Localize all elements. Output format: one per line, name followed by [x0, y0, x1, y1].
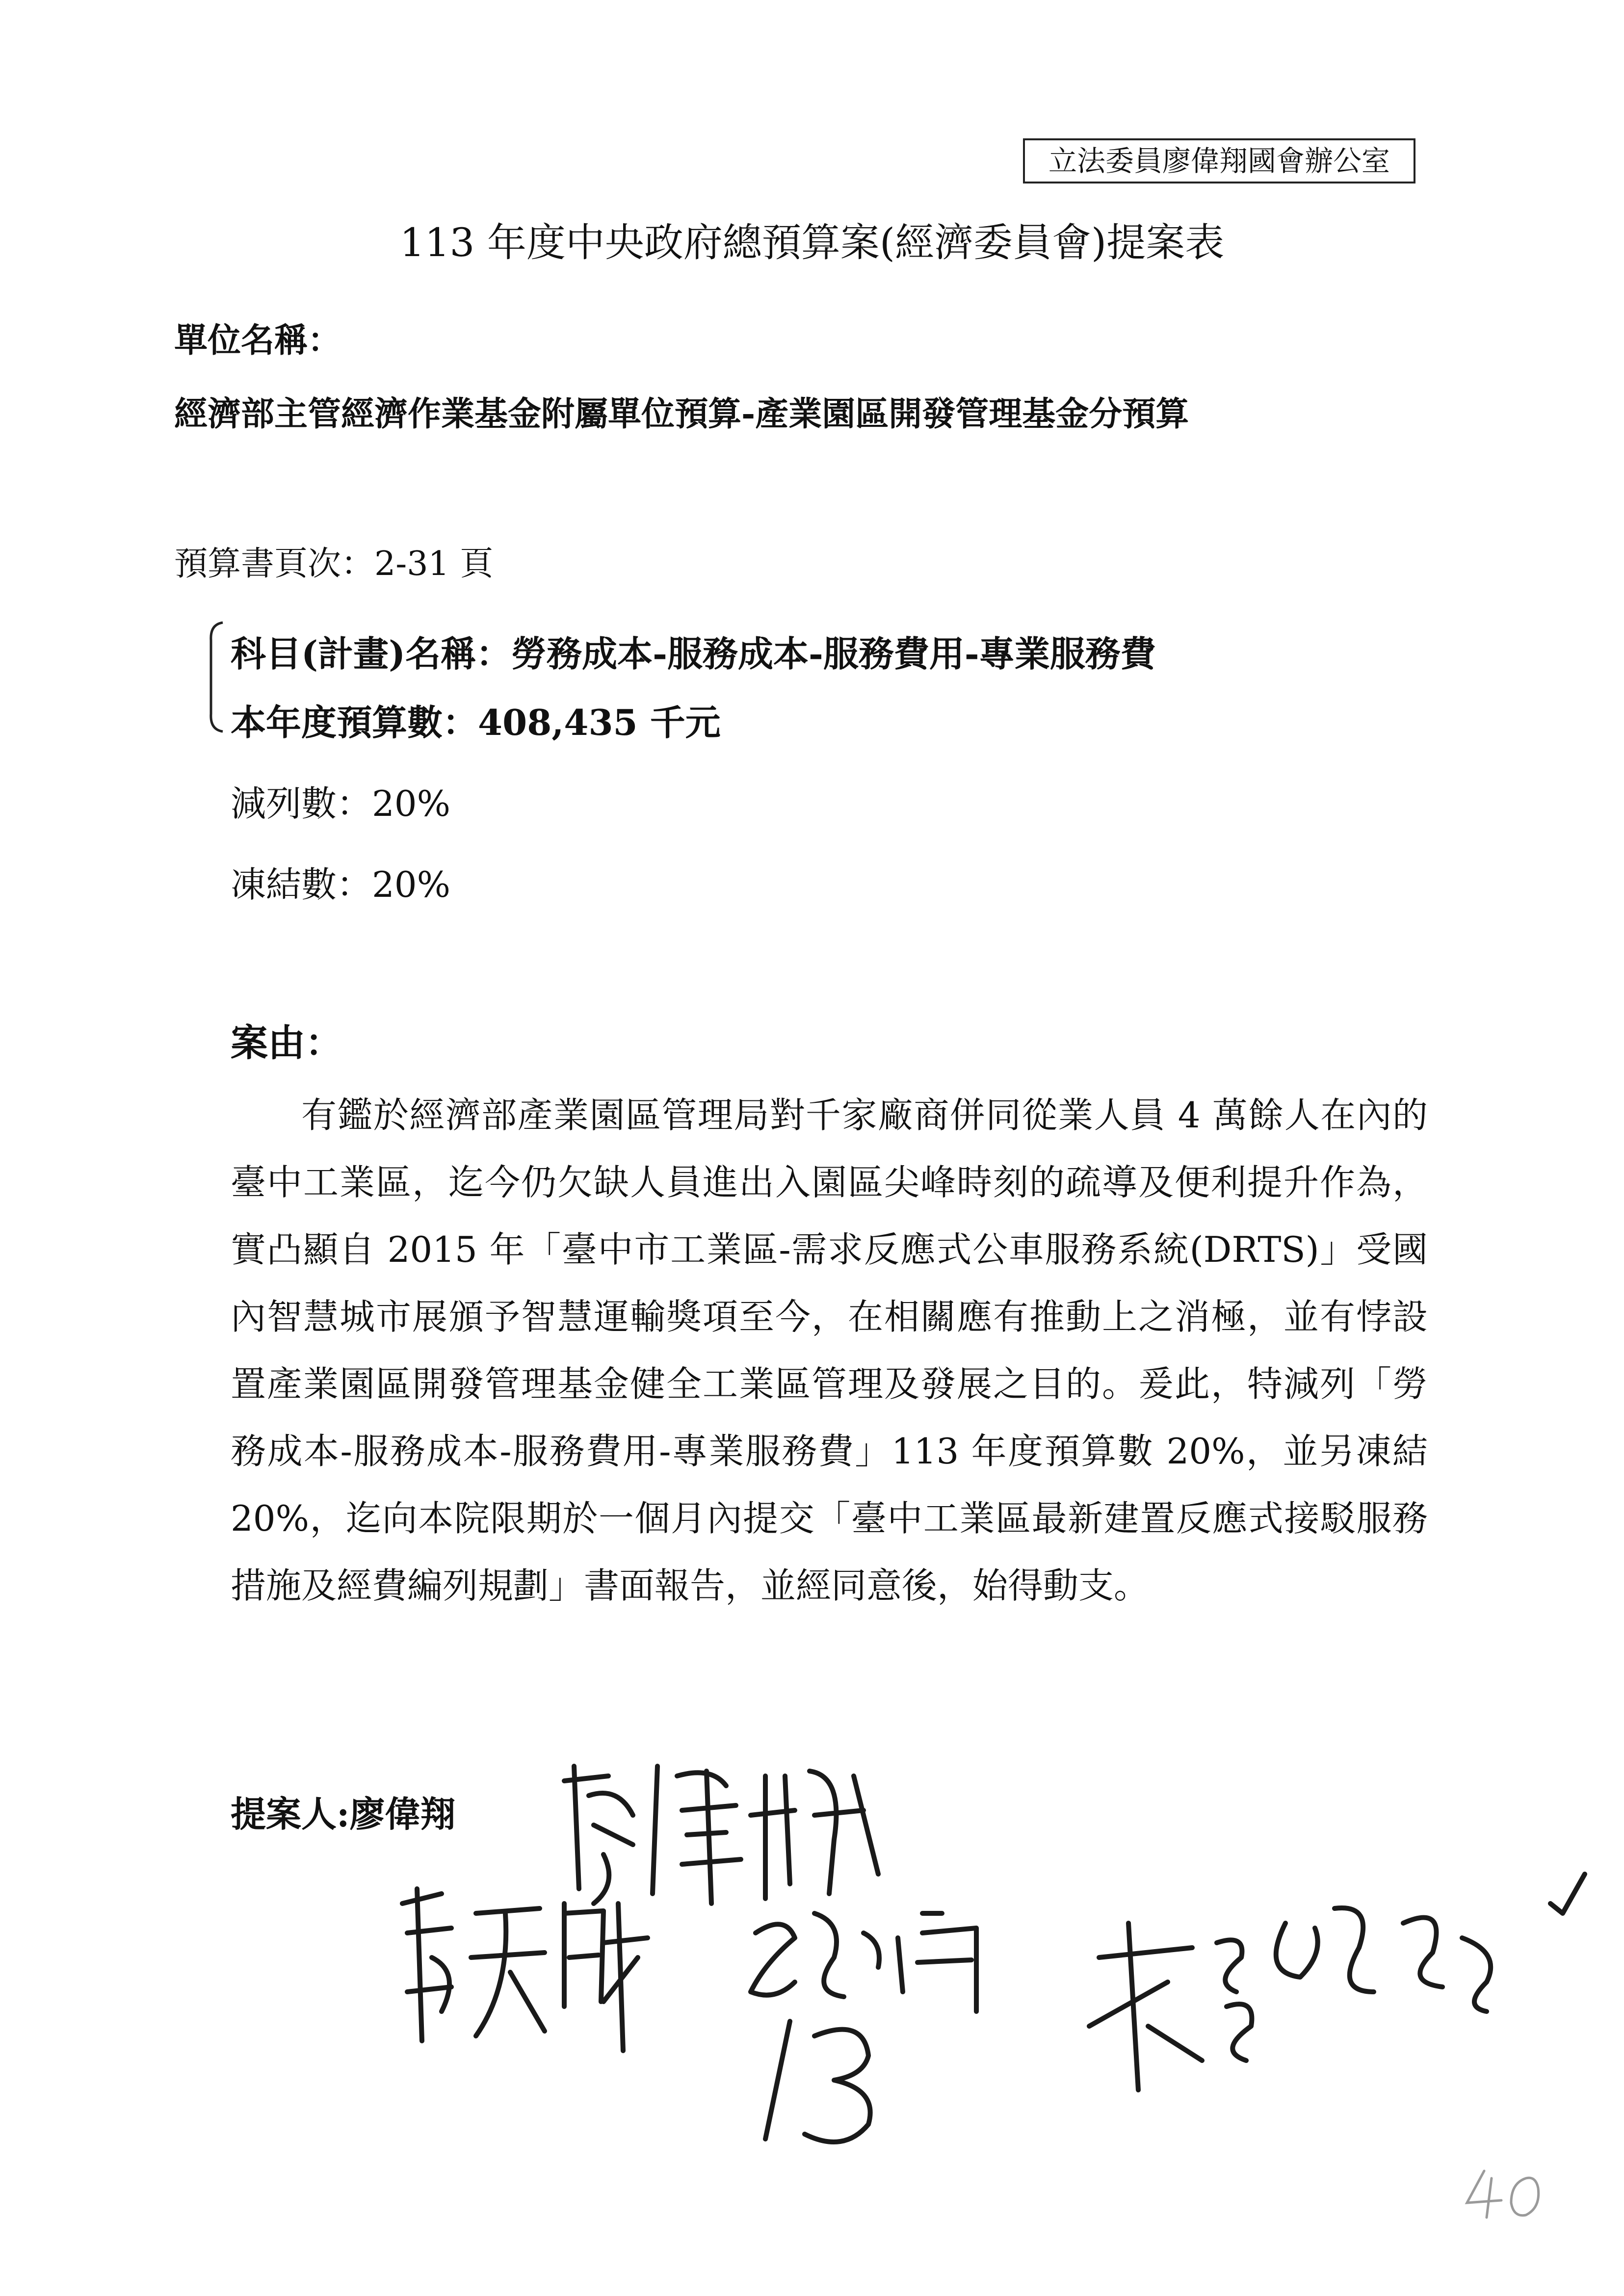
budget-amount: 本年度預算數：408,435 千元	[231, 702, 721, 743]
proposer-label: 提案人:廖偉翔	[231, 1793, 456, 1835]
brace-mark	[205, 621, 225, 733]
cosigner-signature-1	[402, 1889, 648, 2051]
reason-text: 有鑑於經濟部產業園區管理局對千家廠商併同從業人員 4 萬餘人在內的臺中工業區，迄今仍欠缺人員進出入園區尖峰時刻的疏導及便利提升作為，實凸顯自 2015 年「臺中市工業區-需求反應式公車服務系統(DRTS)」受國內智慧城市展頒予智慧運輸獎項至今，在相關應有推動上之消極，並有悖設置產業園區開發管理基金健全工業區管理及發展之目的。爰此，特減列「勞務成本-服務成本-服務費用-專業服務費」113 年度預算數 20%，並另凍結 20%，迄向本院限期於一個月內提交「臺中工業區最新建置反應式接駁服務措施及經費編列規劃」書面報告，並經同意後，始得動支。	[231, 1095, 1428, 1606]
unit-name-label: 單位名稱：	[174, 321, 341, 360]
handwritten-13	[765, 2021, 870, 2142]
cosigner-signature-3	[1089, 1874, 1585, 2090]
budget-page: 預算書頁次：2-31 頁	[174, 545, 494, 583]
reduction-amount: 減列數：20%	[231, 783, 451, 824]
page-number-mark	[1467, 2171, 1539, 2218]
reason-label: 案由：	[231, 1021, 342, 1065]
unit-name: 經濟部主管經濟作業基金附屬單位預算-產業園區開發管理基金分預算	[174, 394, 1189, 434]
proposer-signature	[564, 1766, 878, 1904]
document-title: 113 年度中央政府總預算案(經濟委員會)提案表	[399, 220, 1225, 265]
freeze-amount: 凍結數：20%	[231, 864, 451, 905]
cosigner-signature-2	[751, 1913, 976, 2011]
item-name: 科目(計畫)名稱：勞務成本-服務成本-服務費用-專業服務費	[231, 633, 1156, 675]
office-stamp: 立法委員廖偉翔國會辦公室	[1023, 138, 1415, 183]
